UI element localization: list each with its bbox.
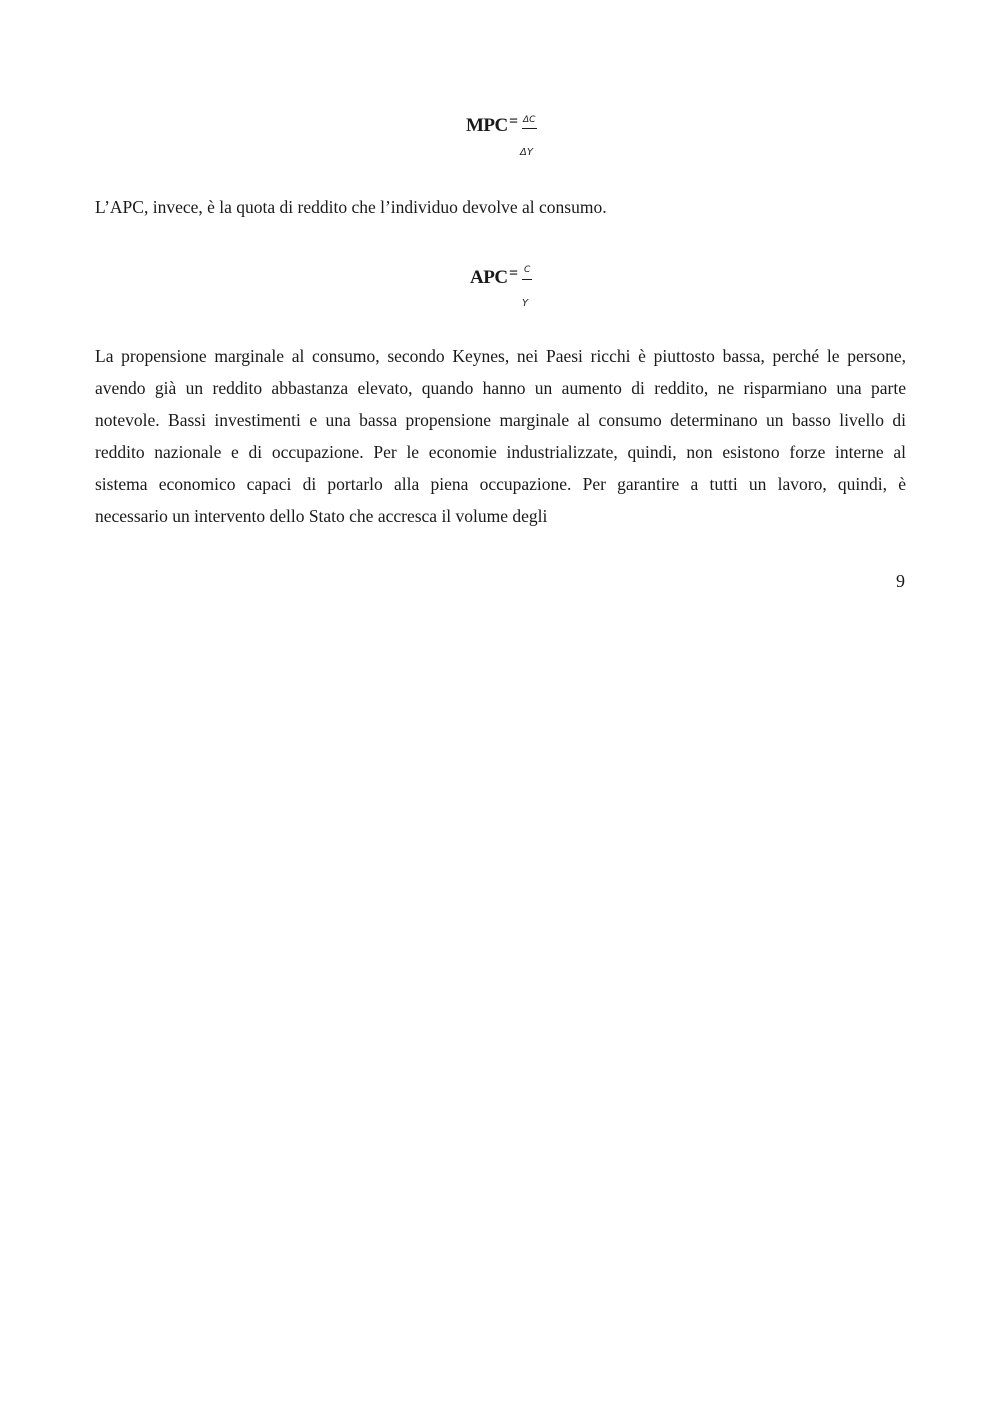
apc-formula bbox=[0, 262, 1000, 312]
paragraph-line: reddito nazionale e di occupazione. Per le economie industrializzate, quindi, non esistono forze interne al bbox=[95, 442, 906, 462]
mpc-formula-lhs: MPC bbox=[466, 115, 508, 136]
mpc-formula-denominator: ΔY bbox=[520, 147, 533, 158]
apc-formula-equals: = bbox=[509, 265, 519, 282]
apc-formula-numerator: C bbox=[524, 265, 531, 275]
apc-fraction-bar bbox=[522, 279, 532, 280]
apc-formula-lhs: APC bbox=[470, 267, 508, 288]
paragraph-line: La propensione marginale al consumo, secondo Keynes, nei Paesi ricchi è piuttosto bassa, perché le persone, bbox=[95, 346, 906, 366]
mpc-fraction-bar bbox=[522, 128, 537, 129]
mpc-formula bbox=[0, 110, 1000, 160]
paragraph-line: notevole. Bassi investimenti e una bassa propensione marginale al consumo determinano un basso livello di bbox=[95, 410, 906, 430]
mpc-formula-numerator: ΔC bbox=[523, 115, 536, 125]
paragraph-line: sistema economico capaci di portarlo alla piena occupazione. Per garantire a tutti un lavoro, quindi, è bbox=[95, 474, 906, 494]
page-number: 9 bbox=[896, 571, 905, 591]
paragraph-last-line: necessario un intervento dello Stato che accresca il volume degli bbox=[95, 506, 548, 526]
apc-formula-denominator: Y bbox=[522, 298, 529, 309]
mpc-formula-equals: = bbox=[509, 113, 519, 130]
paragraph-line: avendo già un reddito abbastanza elevato, quando hanno un aumento di reddito, ne risparmiano una parte bbox=[95, 378, 906, 398]
apc-intro-text: L’APC, invece, è la quota di reddito che l’individuo devolve al consumo. bbox=[95, 197, 607, 217]
